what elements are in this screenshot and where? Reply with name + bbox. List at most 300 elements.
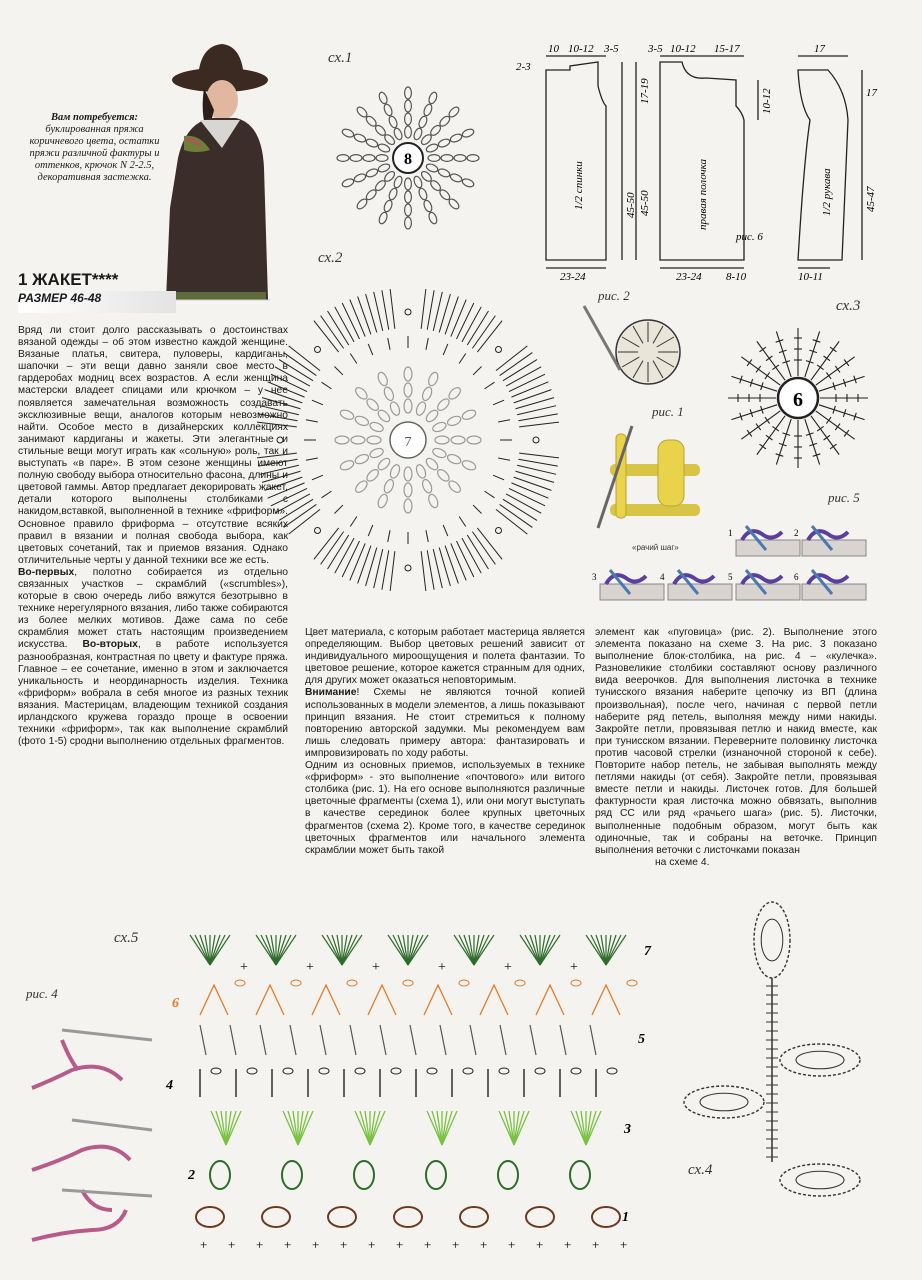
scheme-5-row5-stitch (410, 1025, 416, 1055)
scheme-5-diagram (160, 925, 660, 1255)
scheme-4-leaf-inner (700, 1093, 748, 1111)
scheme-1-petal-loop (417, 187, 428, 201)
jacket-model-photo (160, 38, 270, 310)
scheme-2-fan-stitch (390, 551, 395, 591)
scheme-5-row2-bobble (498, 1161, 518, 1189)
scheme-5-base-plus: + (340, 1237, 348, 1252)
scheme-5-row4-chain (499, 1068, 509, 1074)
scheme-5-plus: + (372, 960, 380, 975)
scheme-4-diagram (670, 900, 880, 1170)
scheme-2-inner-loop (351, 436, 365, 444)
scheme-2-inner-loop (431, 421, 447, 434)
scheme-3-ray (819, 405, 865, 420)
scheme-2-inner-loop (354, 453, 370, 466)
scheme-1-petal-loop (405, 217, 412, 229)
fig-5-yarn (742, 575, 782, 584)
scheme-5-row3-stitch (576, 1111, 586, 1145)
col1-paragraph-1: Вряд ли стоит долго рассказывать о достоинствах вязаной одежды – об этом известно каждой женщине. Вязаные платья, свитера, пуловеры, кардиганы, шапочки – эти вещи давно заняли свое место в гардеробах модниц всех возрастов. А если женщина мастерски владеет спицами или крючком – у нее появляется замечательная возможность создавать эксклюзивные вещи, аналогов которым невозможно найти. Особое место в дизайнерских коллекциях занимают кардиганы и жакеты. Эти элегантные и стильные вещи могут играть как «сольную» роль, так и выступать «в паре». В этом сезоне женщины имеют полную свободу выбора относительно фасона, длины и цветовой гаммы. Автор предлагает декорировать жакет, детали которого выполнены столбиками с накидом,вставкой, выполненной в технике «фриформ». Основное правило фриформа – отсутствие всяких правил в вязании и полная свобода выбора, как цветовых сочетаний, так и приемов вязания. Однако отличительные черты у данной техники все же есть. (18, 325, 288, 566)
project-title: 1 ЖАКЕТ**** (18, 270, 119, 289)
scheme-2-inner-loop (382, 386, 395, 402)
back-width: 23-24 (560, 271, 586, 283)
scheme-2-inner-loop (354, 386, 370, 402)
scheme-1-petal-loop (437, 167, 451, 178)
scheme-1-petal-loop (350, 155, 362, 162)
scheme-2-inner-loop (376, 456, 392, 472)
scheme-2-fan-stitch (342, 541, 359, 577)
scheme-1-petal-loop (341, 128, 355, 139)
scheme-5-row6-chain (459, 980, 469, 986)
scheme-2-picot (496, 528, 502, 534)
scheme-2-inner-loop (435, 436, 449, 444)
scheme-5-row1-bobble (592, 1207, 620, 1227)
scheme-5-base-plus: + (256, 1237, 264, 1252)
scheme-1-petal-loop (355, 197, 368, 210)
scheme-2-inner-loop (382, 478, 395, 494)
scheme-2-fan-stitch (451, 543, 466, 580)
scheme-2-inner-loop (339, 459, 355, 472)
scheme-5-row5-stitch (230, 1025, 236, 1055)
scheme-1-center: 8 (404, 151, 412, 168)
back-label: 1/2 спинки (573, 161, 585, 210)
scheme-2-ring-stitch (484, 491, 494, 498)
scheme-2-fan-stitch (511, 483, 548, 498)
scheme-2-inner-loop (404, 499, 412, 513)
scheme-5-row4-chain (319, 1068, 329, 1074)
scheme-3-tick (844, 359, 849, 365)
front-top-2: 10-12 (670, 43, 696, 55)
fig-5-step-number: 4 (660, 572, 665, 582)
scheme-5-row5-stitch (500, 1025, 506, 1055)
fig-5-label: рис. 5 (828, 490, 860, 505)
scheme-5-row-7: 7 (644, 944, 651, 959)
scheme-3-ray (819, 376, 865, 391)
scheme-3-tick (747, 430, 752, 436)
scheme-5-row1-bobble (526, 1207, 554, 1227)
scheme-5-base-plus: + (536, 1237, 544, 1252)
scheme-4-leaf (780, 1164, 860, 1196)
scheme-5-row1-bobble (262, 1207, 290, 1227)
col3-paragraph-2: на схеме 4. (655, 856, 710, 868)
fig-4-label: рис. 4 (26, 986, 58, 1001)
scheme-2-fan-stitch (462, 538, 481, 573)
scheme-2-ring-stitch (350, 354, 357, 364)
scheme-2-ring-stitch (334, 505, 342, 513)
scheme-3-ray (741, 357, 780, 385)
scheme-2-fan-stitch (382, 550, 389, 589)
scheme-5-row6-fan (424, 985, 452, 1015)
fig-5-swatch (802, 540, 866, 556)
col2-paragraph-1: Цвет материала, с которым работает мастерица является определяющим. Выбор цветовых решений зависит от индивидуального мироощущения и полета фантазии. То цветовое решение, которое кажется странным для одних, для других может оказаться неповторимым. (305, 627, 585, 687)
scheme-2-fan-stitch (509, 488, 545, 505)
materials-text: буклированная пряжа коричневого цвета, остатки пряжи различной фактуры и оттенков, крючок N 2-2.5, декоративная застежка. (29, 124, 160, 183)
scheme-1-petal-loop (337, 155, 349, 162)
scheme-2-ring-stitch (443, 525, 448, 536)
fig-4-drawings (22, 1010, 162, 1260)
scheme-2-ring-stitch (493, 475, 504, 480)
scheme-2-inner-loop (424, 456, 440, 472)
back-top-3: 3-5 (604, 43, 619, 55)
scheme-2-inner-loop (404, 367, 412, 381)
scheme-2-inner-loop (404, 467, 412, 481)
scheme-2-picot (405, 309, 411, 315)
scheme-5-row-2: 2 (188, 1168, 195, 1183)
scheme-5-row-1: 1 (622, 1210, 629, 1225)
back-height: 45-50 (625, 192, 637, 218)
scheme-5-row6-chain (627, 980, 637, 986)
scheme-2-ring-stitch (426, 530, 428, 542)
scheme-1-petal-loop (447, 197, 460, 210)
scheme-3-tick (772, 426, 778, 431)
scheme-3-tick (772, 365, 778, 370)
scheme-5-row7-stitch (200, 935, 210, 965)
scheme-2-inner-loop (389, 401, 402, 417)
scheme-1-petal-loop (425, 143, 439, 154)
scheme-5-row1-bobble (394, 1207, 422, 1227)
scheme-2-picot (496, 346, 502, 352)
scheme-2-inner-loop (461, 459, 477, 472)
scheme-2-ring-stitch (459, 354, 466, 364)
scheme-5-row4-chain (391, 1068, 401, 1074)
scheme-5-base-plus: + (620, 1237, 628, 1252)
scheme-5-plus: + (504, 960, 512, 975)
scheme-5-row4-chain (535, 1068, 545, 1074)
scheme-1-petal-loop (383, 199, 394, 213)
scheme-1-petal-loop (353, 133, 367, 144)
scheme-2-inner-loop (376, 408, 392, 424)
scheme-1-petal-loop (377, 163, 391, 174)
scheme-3-tick (747, 359, 752, 365)
scheme-3-ray (805, 419, 820, 465)
scheme-3-tick (844, 430, 849, 436)
fig-5-yarn (808, 575, 848, 584)
scheme-3-label: сх.3 (836, 298, 861, 314)
scheme-5-base-plus: + (312, 1237, 320, 1252)
scheme-5-row3-stitch (370, 1111, 380, 1145)
scheme-1-petal-loop (363, 155, 375, 162)
fig-5-step-number: 1 (728, 528, 733, 538)
scheme-5-row7-stitch (210, 935, 220, 965)
scheme-1-petal-loop (388, 115, 399, 129)
scheme-3-tick (756, 366, 761, 372)
scheme-1-petal-loop (376, 155, 388, 162)
scheme-2-inner-loop (389, 463, 402, 479)
scheme-5-row6-chain (235, 980, 245, 986)
scheme-3-ray (776, 331, 791, 377)
scheme-5-row-4: 4 (166, 1078, 173, 1093)
scheme-4-leaf-inner (796, 1171, 844, 1189)
scheme-1-petal-loop (405, 100, 412, 112)
scheme-3-ray (757, 341, 785, 380)
scheme-2-fan-stitch (350, 543, 365, 580)
scheme-3-tick (765, 417, 770, 423)
front-width-extra: 8-10 (726, 271, 747, 283)
sleeve-top: 17 (814, 43, 825, 55)
scheme-3-diagram (722, 318, 874, 478)
scheme-2-ring-stitch (443, 344, 448, 355)
scheme-5-row3-stitch (298, 1111, 308, 1145)
scheme-1-petal-loop (461, 177, 475, 188)
scheme-1-petal-loop (405, 87, 412, 99)
scheme-5-row7-stitch (540, 935, 550, 965)
scheme-2-ring-stitch (312, 475, 323, 480)
scheme-2-fan-stitch (456, 303, 473, 339)
scheme-4-leaf (780, 1044, 860, 1076)
scheme-3-tick (824, 435, 830, 440)
fig-5-yarn (606, 575, 646, 584)
text-column-2 (305, 627, 585, 857)
scheme-5-row5-stitch (350, 1025, 356, 1055)
scheme-2-inner-loop (415, 401, 428, 417)
scheme-3-ray (731, 376, 777, 391)
scheme-1-petal-loop (378, 91, 389, 105)
scheme-5-row3-stitch (288, 1111, 298, 1145)
scheme-2-inner-loop (461, 408, 477, 421)
scheme-3-tick (826, 372, 831, 378)
scheme-2-inner-loop (421, 386, 434, 402)
scheme-5-row3-stitch (442, 1111, 452, 1145)
scheme-3-ray (816, 357, 855, 385)
scheme-2-inner-loop (447, 386, 463, 402)
scheme-2-inner-loop (436, 397, 452, 413)
scheme-5-row7-stitch (342, 935, 352, 965)
scheme-4-leaf (684, 1086, 764, 1118)
scheme-2-label: сх.2 (318, 250, 343, 266)
scheme-5-row3-stitch (432, 1111, 442, 1145)
fig-5-yarn (674, 575, 714, 584)
fig-5-step-number: 5 (728, 572, 733, 582)
scheme-3-tick (835, 424, 840, 430)
scheme-2-ring-stitch (334, 366, 342, 374)
fig-5-swatch (600, 584, 664, 600)
materials-heading: Вам потребуется: (50, 112, 139, 123)
scheme-5-row6-chain (291, 980, 301, 986)
scheme-3-tick (824, 356, 830, 361)
scheme-5-row3-stitch (216, 1111, 226, 1145)
scheme-2-inner-loop (369, 421, 385, 434)
scheme-2-inner-loop (376, 371, 389, 387)
scheme-2-fan-stitch (506, 367, 541, 386)
scheme-3-ray (757, 416, 785, 455)
scheme-1-petal-loop (413, 127, 424, 141)
fig-2-label: рис. 2 (598, 288, 630, 303)
crab-step-label: «рачий шаг» (632, 543, 679, 552)
scheme-1-petal-loop (405, 204, 412, 216)
scheme-2-fan-stitch (358, 546, 371, 584)
front-side: 10-12 (761, 88, 773, 114)
scheme-5-row7-stitch (266, 935, 276, 965)
scheme-5-row4-chain (211, 1068, 221, 1074)
scheme-2-fan-stitch (506, 494, 541, 513)
sleeve-cap: 17 (866, 87, 877, 99)
scheme-3-tick (766, 356, 772, 361)
scheme-5-row3-stitch (514, 1111, 524, 1145)
scheme-5-row6-chain (347, 980, 357, 986)
scheme-3-ray (805, 331, 820, 377)
scheme-1-petal-loop (405, 191, 412, 203)
scheme-5-row3-stitch (504, 1111, 514, 1145)
scheme-5-row5-stitch (290, 1025, 296, 1055)
scheme-2-inner-loop (376, 493, 389, 509)
scheme-5-plus: + (306, 960, 314, 975)
scheme-5-plus: + (570, 960, 578, 975)
fig-5-crab-steps (592, 518, 878, 618)
scheme-5-row1-bobble (196, 1207, 224, 1227)
scheme-5-row3-stitch (360, 1111, 370, 1145)
front-top-1: 3-5 (648, 43, 663, 55)
scheme-1-petal-loop (417, 115, 428, 129)
scheme-2-fan-stitch (456, 541, 473, 577)
front-top-3: 15-17 (714, 43, 740, 55)
scheme-2-ring-stitch (306, 458, 318, 460)
fig-5-step-number: 6 (794, 572, 799, 582)
scheme-1-petal-loop (393, 127, 404, 141)
scheme-5-base-plus: + (452, 1237, 460, 1252)
scheme-2-fan-stitch (511, 382, 548, 397)
scheme-2-ring-stitch (368, 344, 373, 355)
scheme-2-picot (533, 437, 539, 443)
scheme-2-fan-stitch (358, 297, 371, 335)
scheme-2-picot (314, 346, 320, 352)
scheme-2-diagram (260, 262, 585, 617)
col2-paragraph-2: ! Схемы не являются точной копией использованных в модели элементов, а лишь показывают принцип вязания. Не стоит стремиться к полному повторению авторской задумки. Мы рекомендуем вам лишь следовать примеру автора: фантазировать и импровизировать по ходу работы. (305, 687, 585, 759)
scheme-2-fan-stitch (421, 551, 426, 591)
scheme-4-leaf-inner (761, 919, 783, 961)
scheme-5-row5-stitch (260, 1025, 266, 1055)
back-top-1: 10 (548, 43, 559, 55)
scheme-5-row4-chain (427, 1068, 437, 1074)
scheme-2-ring-stitch (459, 516, 466, 526)
scheme-2-inner-loop (424, 408, 440, 424)
scheme-3-ray (731, 405, 777, 420)
scheme-5-base-plus: + (284, 1237, 292, 1252)
scheme-1-petal-loop (461, 128, 475, 139)
scheme-1-petal-loop (365, 138, 379, 149)
scheme-2-ring-stitch (388, 338, 390, 350)
scheme-5-plus: + (240, 960, 248, 975)
scheme-1-petal-loop (454, 155, 466, 162)
scheme-5-row4-chain (247, 1068, 257, 1074)
scheme-1-petal-loop (377, 143, 391, 154)
scheme-5-row7-stitch (530, 935, 540, 965)
scheme-2-fan-stitch (342, 303, 359, 339)
scheme-3-tick (835, 366, 840, 372)
fig-5-step-number: 3 (592, 572, 597, 582)
scheme-5-row4-chain (355, 1068, 365, 1074)
scheme-2-inner-loop (446, 414, 462, 427)
scheme-2-ring-stitch (322, 382, 332, 389)
scheme-5-row-6: 6 (172, 996, 179, 1011)
scheme-2-fan-stitch (451, 300, 466, 337)
scheme-3-ray (776, 419, 791, 465)
scheme-2-inner-loop (427, 371, 440, 387)
scheme-2-center: 7 (404, 435, 412, 450)
scheme-3-ray (816, 411, 855, 439)
scheme-2-fan-stitch (335, 538, 354, 573)
scheme-5-row2-bobble (426, 1161, 446, 1189)
scheme-1-petal-loop (447, 105, 460, 118)
scheme-1-petal-loop (405, 178, 412, 190)
front-label: правая полочка (697, 158, 709, 230)
scheme-5-row7-stitch (606, 935, 616, 965)
scheme-2-inner-loop (365, 468, 381, 484)
scheme-5-base-plus: + (480, 1237, 488, 1252)
sleeve-label: 1/2 рукава (821, 168, 833, 216)
text-column-1 (18, 325, 288, 748)
scheme-5-row6-fan (312, 985, 340, 1015)
scheme-2-inner-loop (339, 408, 355, 421)
scheme-2-fan-stitch (390, 289, 395, 329)
scheme-1-petal-loop (413, 175, 424, 189)
scheme-1-petal-loop (425, 163, 439, 174)
sleeve-cuff: 10-11 (798, 271, 823, 283)
back-shoulder: 2-3 (516, 61, 531, 73)
col1-bold-1: Во-первых (18, 566, 75, 578)
scheme-1-petal-loop (449, 172, 463, 183)
col1-bold-2: Во-вторых (82, 639, 138, 651)
scheme-5-base-plus: + (424, 1237, 432, 1252)
scheme-5-row6-fan (536, 985, 564, 1015)
scheme-1-petal-loop (449, 133, 463, 144)
scheme-1-petal-loop (427, 91, 438, 105)
scheme-1-petal-loop (378, 211, 389, 225)
scheme-2-inner-loop (467, 436, 481, 444)
scheme-5-base-plus: + (508, 1237, 516, 1252)
materials-box (22, 112, 167, 184)
scheme-2-ring-stitch (473, 366, 481, 374)
scheme-3-ray (741, 411, 780, 439)
scheme-5-row1-bobble (460, 1207, 488, 1227)
scheme-5-base-plus: + (228, 1237, 236, 1252)
scheme-3-ray (811, 341, 839, 380)
fig-5-swatch (668, 584, 732, 600)
scheme-2-ring-stitch (498, 420, 510, 422)
scheme-2-ring-stitch (493, 400, 504, 405)
scheme-2-fan-stitch (514, 390, 552, 403)
scheme-1-petal-loop (341, 177, 355, 188)
sleeve-length: 45-47 (865, 186, 877, 212)
scheme-2-fan-stitch (518, 459, 557, 466)
scheme-2-ring-stitch (350, 516, 357, 526)
scheme-5-row7-stitch (408, 935, 418, 965)
scheme-2-fan-stitch (427, 550, 434, 589)
scheme-1-petal-loop (405, 126, 412, 138)
scheme-2-inner-loop (446, 453, 462, 466)
scheme-2-fan-stitch (519, 453, 559, 458)
scheme-1-petal-loop (393, 175, 404, 189)
front-armhole: 17-19 (639, 78, 651, 104)
scheme-1-petal-loop (437, 138, 451, 149)
scheme-2-ring-stitch (306, 420, 318, 422)
scheme-2-ring-stitch (484, 382, 494, 389)
scheme-5-row1-bobble (328, 1207, 356, 1227)
col1-paragraph-2a: , полотно собирается из отдельно связанных участков – скрамблий («scrumbles»), которые в свою очередь либо вяжутся безотрывно в технике нерегулярного вязания, либо также собираются из более мелких мотивов. Даже сама по себе скрамблия может стать настоящим произведением искусства. (18, 566, 288, 651)
scheme-1-petal-loop (353, 172, 367, 183)
scheme-5-row7-stitch (474, 935, 484, 965)
scheme-2-inner-loop (354, 479, 370, 495)
scheme-2-fan-stitch (509, 374, 545, 391)
scheme-2-fan-stitch (518, 414, 557, 421)
scheme-5-base-plus: + (368, 1237, 376, 1252)
scheme-2-fan-stitch (445, 546, 458, 584)
scheme-5-row6-fan (480, 985, 508, 1015)
scheme-2-inner-loop (415, 463, 428, 479)
scheme-5-base-plus: + (396, 1237, 404, 1252)
scheme-3-tick (830, 347, 836, 352)
scheme-3-tick (759, 444, 765, 449)
scheme-5-row2-bobble (570, 1161, 590, 1189)
scheme-2-inner-loop (367, 436, 381, 444)
scheme-3-center: 6 (793, 389, 803, 411)
